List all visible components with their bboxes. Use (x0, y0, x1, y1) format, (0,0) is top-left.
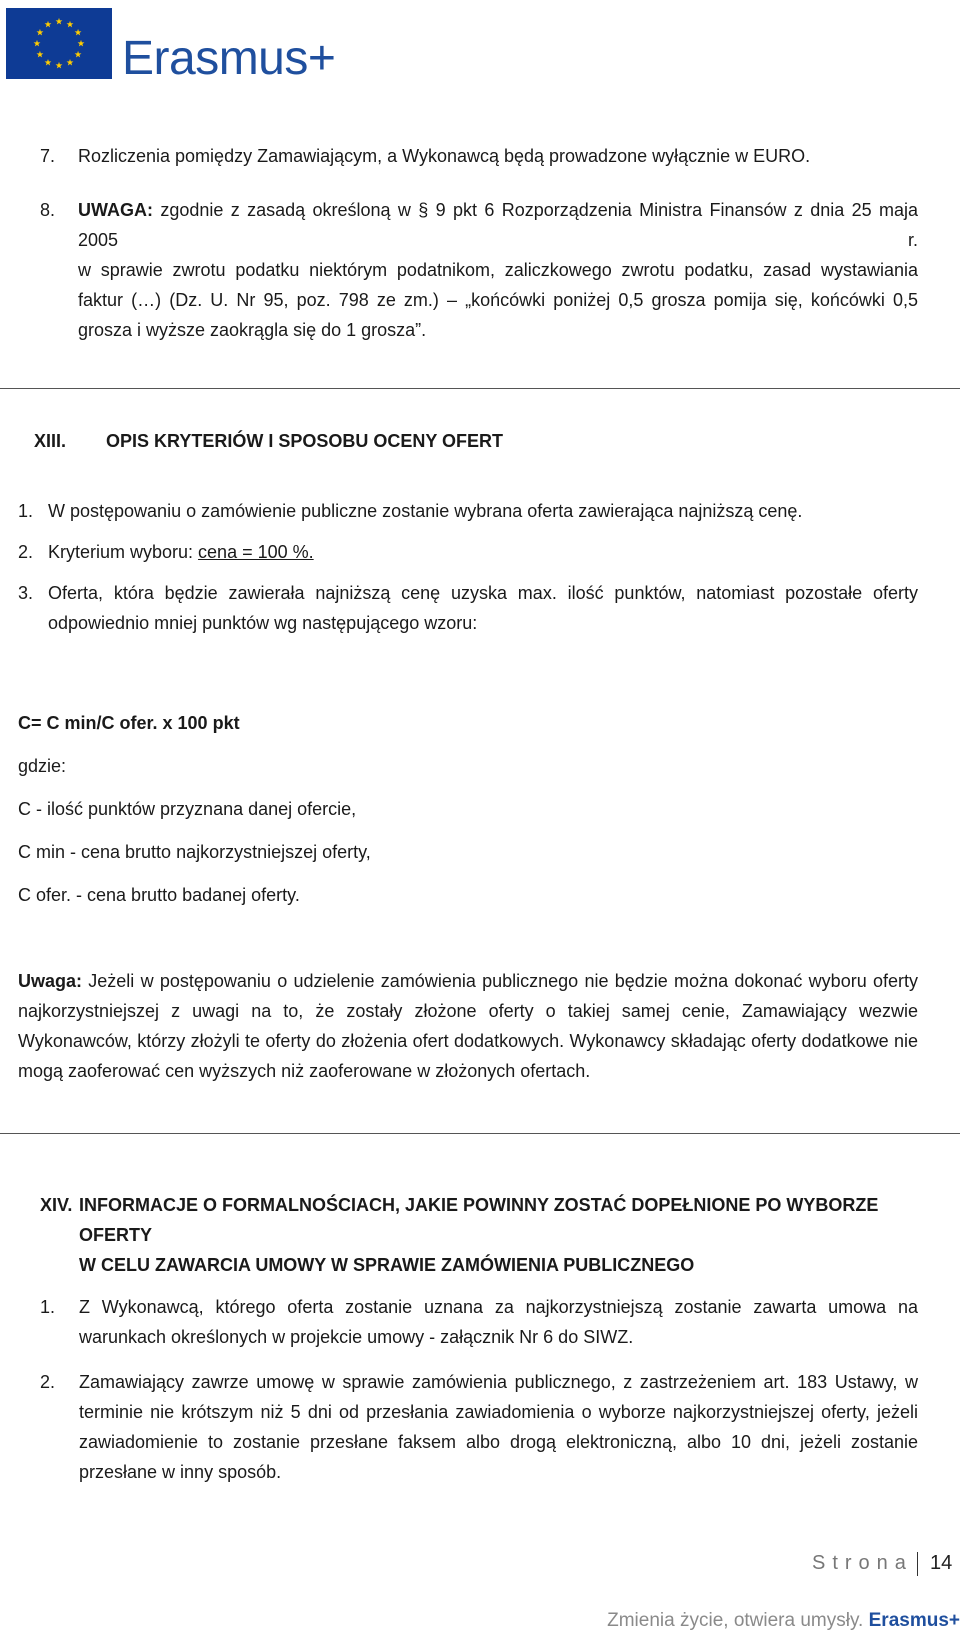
formula-def: C min - cena brutto najkorzystniejszej oferty, (18, 842, 371, 862)
list-item-text: Oferta, która będzie zawierała najniższą cenę uzyska max. ilość punktów, natomiast pozostałe oferty odpowiednio mniej punktów wg następującego wzoru: (48, 583, 918, 633)
list-item-text: Rozliczenia pomiędzy Zamawiającym, a Wykonawcą będą prowadzone wyłącznie w EURO. (78, 146, 811, 166)
section-number: XIV. (40, 1195, 73, 1215)
formula: C= C min/C ofer. x 100 pkt (18, 713, 240, 733)
note-label: Uwaga: (18, 971, 83, 991)
criterion-value: cena = 100 %. (198, 542, 314, 562)
list-number: 1. (18, 501, 34, 521)
section-title (79, 1190, 919, 1280)
uwaga-continuation: w sprawie zwrotu podatku niektórym podatnikom, zaliczkowego zwrotu podatku, zasad wystawiania faktur (…) (Dz. U. Nr 95, poz. 798 ze zm.) – „końcówki poniżej 0,5 grosza pomija się, końcówki 0,5 grosza i wyższe zaokrągla się do 1 grosza”. (78, 260, 918, 340)
formula-def: C - ilość punktów przyznana danej ofercie, (18, 799, 357, 819)
list-item-text (78, 195, 918, 345)
slogan-text: Zmienia życie, otwiera umysły. (607, 1610, 864, 1631)
list-number: 7. (40, 146, 56, 166)
section-divider (0, 1133, 960, 1134)
footer-slogan (607, 1609, 960, 1633)
list-number: 1. (40, 1297, 56, 1317)
slogan-brand: Erasmus+ (868, 1610, 960, 1631)
list-item-text: Zamawiający zawrze umowę w sprawie zamówienia publicznego, z zastrzeżeniem art. 183 Ustawy, w terminie nie krótszym niż 5 dni od przesłania zawiadomienia o wyborze najkorzystniejszej oferty, jeżeli zawiadomienie to zostanie przesłane faksem albo drogą elektroniczną, albo 10 dni, jeżeli zostanie przesłane w inny sposób. (79, 1372, 918, 1482)
eu-stars-icon (6, 8, 112, 79)
section-title: OPIS KRYTERIÓW I SPOSOBU OCENY OFERT (106, 431, 504, 451)
list-item-text (48, 537, 918, 567)
formula-def: C ofer. - cena brutto badanej oferty. (18, 885, 300, 905)
section-number: XIII. (34, 431, 67, 451)
section-title-line: OFERTY (79, 1225, 153, 1245)
section-title-line: INFORMACJE O FORMALNOŚCIACH, JAKIE POWINNY ZOSTAĆ DOPEŁNIONE PO WYBORZE (79, 1195, 879, 1215)
eu-flag-logo (6, 8, 112, 79)
page-label: Strona (812, 1552, 913, 1574)
list-number: 8. (40, 200, 56, 220)
note-paragraph (18, 966, 918, 1086)
list-number: 2. (18, 542, 34, 562)
uwaga-text: zgodnie z zasadą określoną w § 9 pkt 6 Rozporządzenia Ministra Finansów z dnia 25 maja 2005 r. (78, 200, 918, 250)
list-item-text: W postępowaniu o zamówienie publiczne zostanie wybrana oferta zawierająca najniższą cenę. (48, 501, 803, 521)
section-title-line: W CELU ZAWARCIA UMOWY W SPRAWIE ZAMÓWIENIA PUBLICZNEGO (79, 1255, 695, 1275)
note-text: Jeżeli w postępowaniu o udzielenie zamówienia publicznego nie będzie można dokonać wyboru oferty najkorzystniejszej z uwagi na to, że zostały złożone oferty o takiej samej cenie, Zamawiający wezwie Wykonawców, którzy złożyli te oferty do złożenia ofert dodatkowych. Wykonawcy składając oferty dodatkowe nie mogą zaoferować cen wyższych niż zaoferowane w złożonych ofertach. (18, 971, 918, 1081)
uwaga-label: UWAGA: (78, 200, 153, 220)
criterion-label: Kryterium wyboru: (48, 542, 199, 562)
list-item-text: Z Wykonawcą, którego oferta zostanie uznana za najkorzystniejszą zostanie zawarta umowa na warunkach określonych w projekcie umowy - załącznik Nr 6 do SIWZ. (79, 1297, 918, 1347)
list-number: 3. (18, 583, 34, 603)
formula-where: gdzie: (18, 756, 67, 776)
list-number: 2. (40, 1372, 56, 1392)
page-number: 14 (930, 1552, 953, 1574)
page-separator (917, 1552, 918, 1576)
section-divider (0, 388, 960, 389)
uwaga-line (78, 195, 918, 255)
erasmus-brand: Erasmus+ (122, 32, 336, 85)
